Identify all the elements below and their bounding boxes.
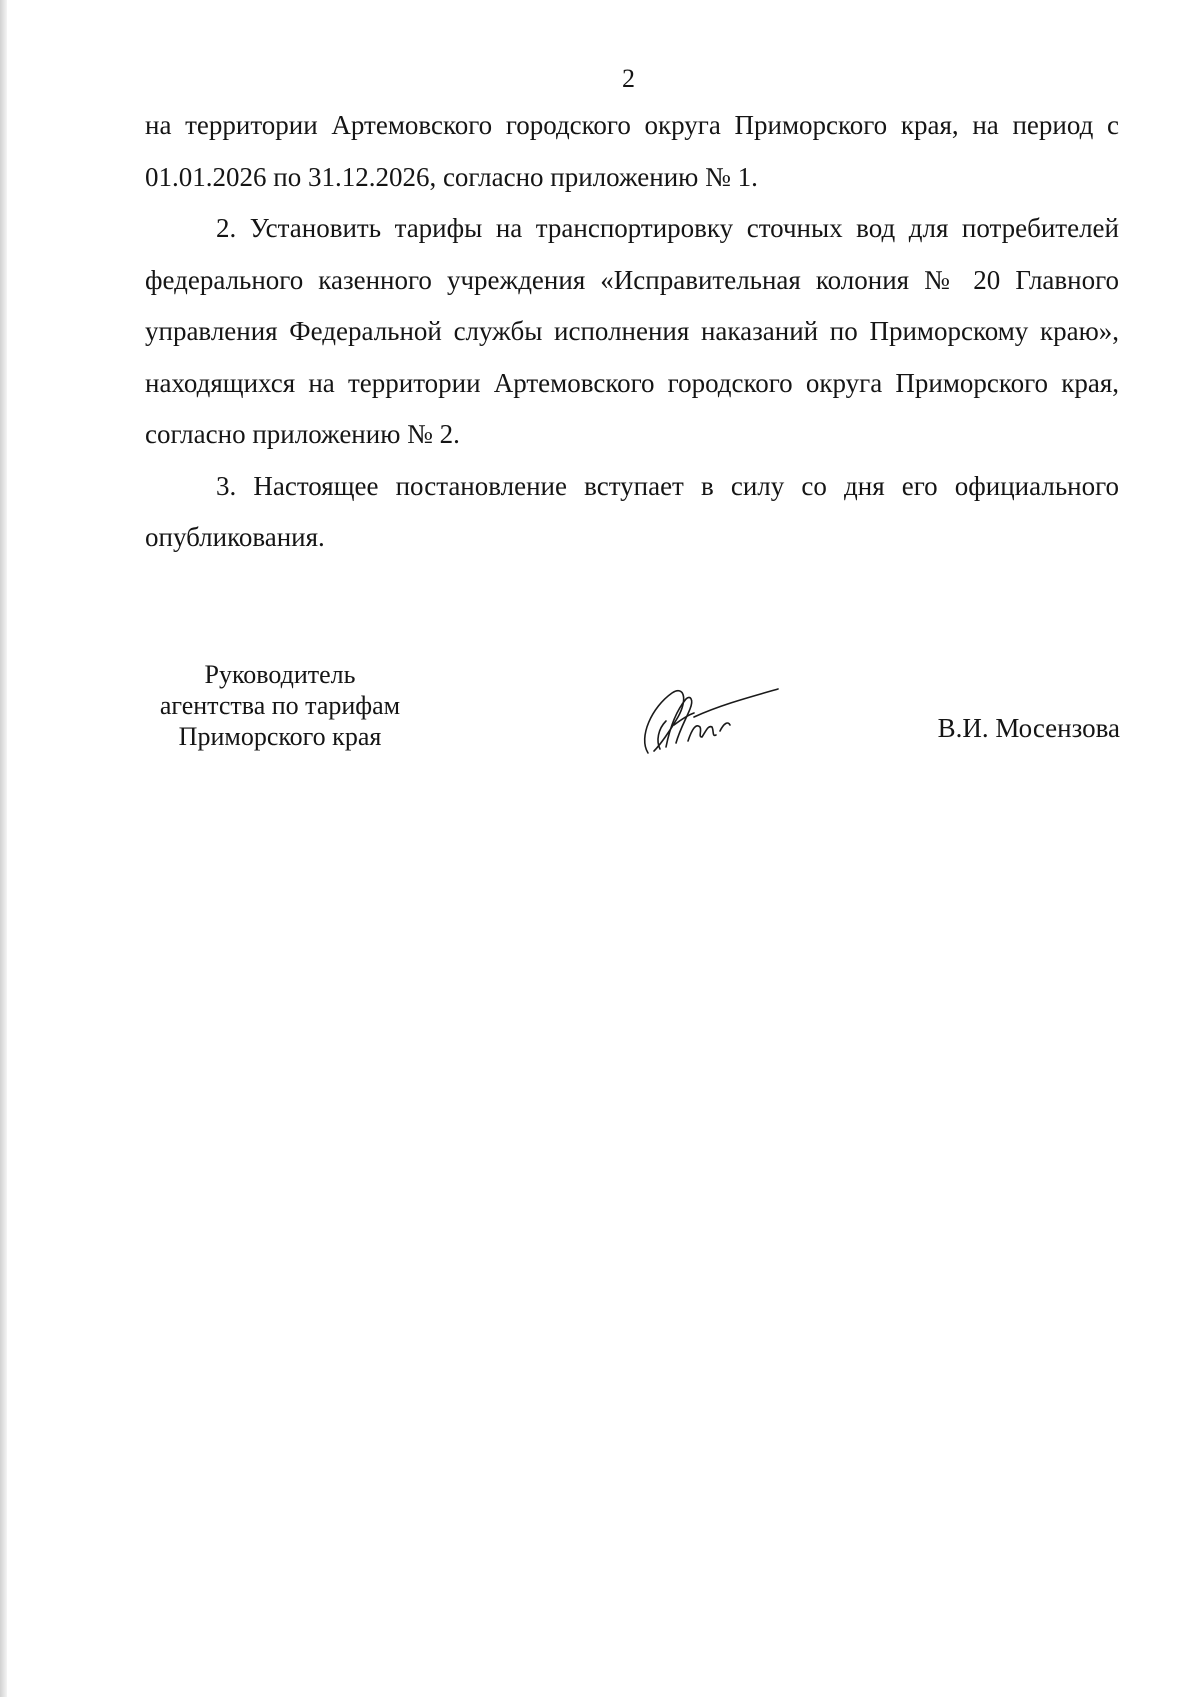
signatory-name: В.И. Мосензова (937, 713, 1120, 743)
document-body (145, 100, 1119, 564)
signatory-position-line: агентства по тарифам (159, 691, 401, 720)
page-number: 2 (622, 64, 635, 93)
scan-left-edge (0, 0, 7, 1697)
paragraph-item-2: 2. Установить тарифы на транспортировку сточных вод для потребителей федерального казенного учреждения «Исправительная колония № 20 Главного управления Федеральной службы исполнения наказаний по Приморскому краю», находящихся на территории Артемовского городского округа Приморского края, согласно приложению № 2. (145, 213, 1119, 449)
paragraph-item-3: 3. Настоящее постановление вступает в силу со дня его официального опубликования. (145, 470, 1119, 552)
handwritten-signature (630, 665, 780, 765)
signatory-position (140, 659, 420, 752)
paragraph-continuation: на территории Артемовского городского округа Приморского края, на период с 01.01.2026 по 31.12.2026, согласно приложению № 1. (145, 110, 1119, 192)
signatory-position-line: Руководитель (204, 660, 356, 689)
signatory-position-line: Приморского края (178, 722, 382, 751)
